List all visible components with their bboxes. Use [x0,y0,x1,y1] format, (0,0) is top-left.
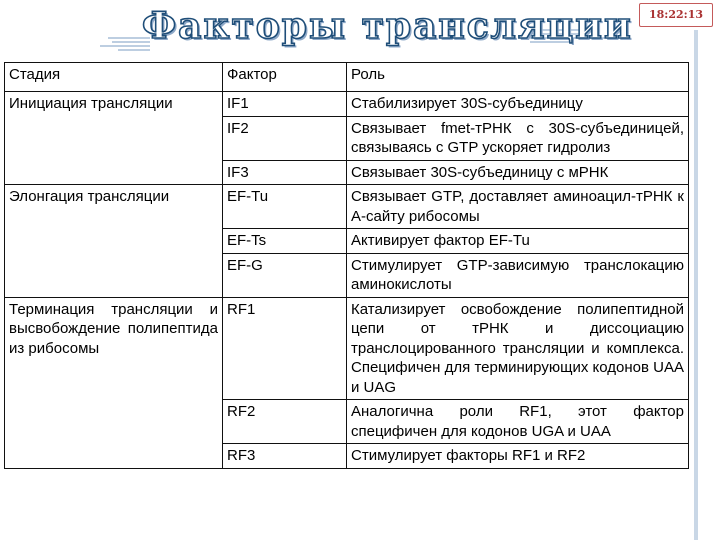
table-header-row [5,63,689,92]
role-cell: Связывает fmet-тРНК с 30S-субъединицей, связываясь с GTP ускоряет гидролиз [347,116,689,160]
table-row [5,92,689,117]
table-row [5,297,689,400]
slide-title: Факторы трансляции [142,5,633,47]
translation-factors-table [4,62,689,469]
stage-cell: Терминация трансляции и высвобождение полипептида из рибосомы [5,297,223,468]
factor-cell: EF-Tu [223,185,347,229]
role-cell: Аналогична роли RF1, этот фактор специфичен для кодонов UGA и UAA [347,400,689,444]
role-cell: Связывает 30S-субъединицу с мРНК [347,160,689,185]
role-cell: Стимулирует GTP-зависимую транслокацию аминокислоты [347,253,689,297]
role-cell: Стабилизирует 30S-субъединицу [347,92,689,117]
right-divider [694,30,698,540]
factor-cell: EF-G [223,253,347,297]
factor-cell: RF2 [223,400,347,444]
factor-cell: EF-Ts [223,229,347,254]
factor-cell: RF3 [223,444,347,469]
header-factor: Фактор [223,63,347,92]
header-stage: Стадия [5,63,223,92]
factor-cell: RF1 [223,297,347,400]
stage-cell: Инициация трансляции [5,92,223,185]
role-cell: Стимулирует факторы RF1 и RF2 [347,444,689,469]
table-row [5,185,689,229]
stage-cell: Элонгация трансляции [5,185,223,298]
role-cell: Связывает GTP, доставляет аминоацил-тРНК к А-сайту рибосомы [347,185,689,229]
factor-cell: IF3 [223,160,347,185]
role-cell: Катализирует освобождение полипептидной цепи от тРНК и диссоциацию транслоцированного трансляции и комплекса. Специфичен для терминирующих кодонов UAA и UAG [347,297,689,400]
factor-cell: IF2 [223,116,347,160]
time-stamp: 18:22:13 [639,3,713,27]
role-cell: Активирует фактор EF-Tu [347,229,689,254]
factor-cell: IF1 [223,92,347,117]
header-role: Роль [347,63,689,92]
